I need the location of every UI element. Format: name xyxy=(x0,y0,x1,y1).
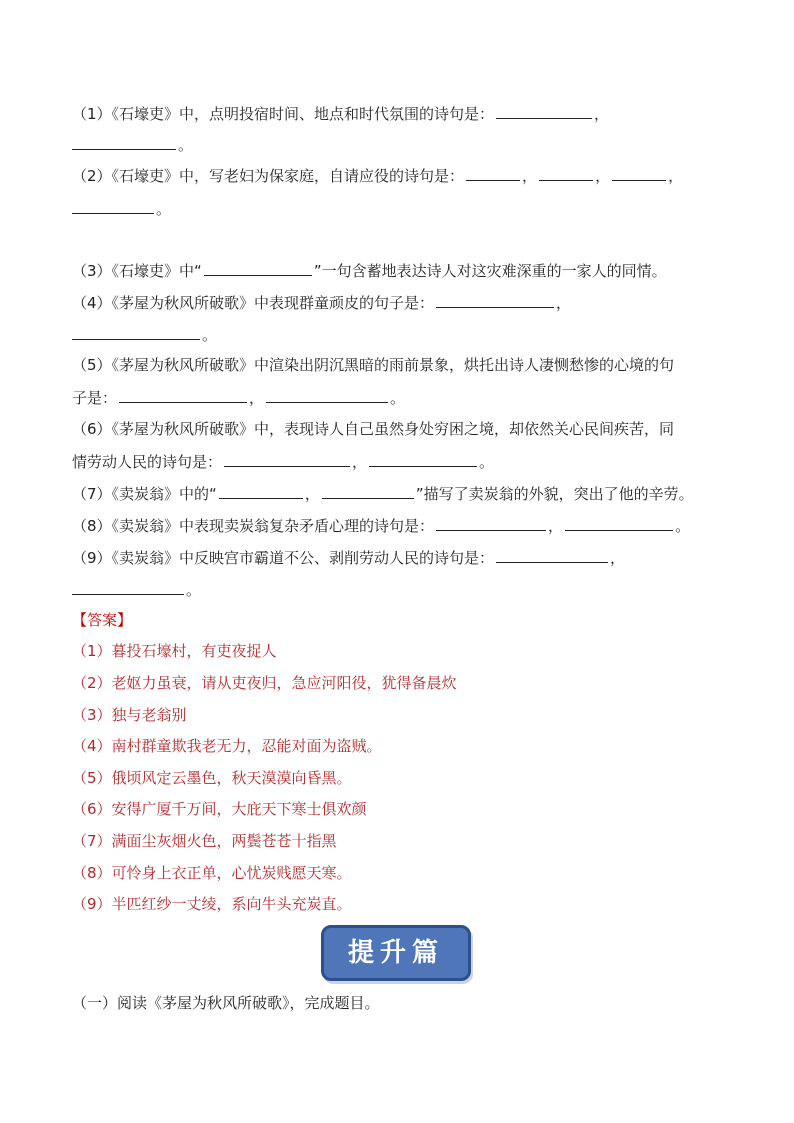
answer-item: （3）独与老翁别 xyxy=(72,706,187,724)
period: 。 xyxy=(186,581,202,599)
separator: ， xyxy=(556,294,572,312)
question-3-suffix: ”一句含蓄地表达诗人对这灾难深重的一家人的同情。 xyxy=(313,262,667,280)
answer-blank xyxy=(436,515,546,531)
answer-blank xyxy=(496,547,608,563)
answer-item: （7）满面尘灰烟火色，两鬓苍苍十指黑 xyxy=(72,832,337,850)
separator: ， xyxy=(548,517,564,535)
question-9-cont xyxy=(72,579,201,600)
question-6-text: （6）《茅屋为秋风所破歌》中，表现诗人自己虽然身处穷困之境，却依然关心民间疾苦，同 xyxy=(72,420,675,438)
answer-blank xyxy=(612,165,666,181)
answer-blank xyxy=(369,451,477,467)
question-9-text: （9）《卖炭翁》中反映宫市霸道不公、剥削劳动人民的诗句是： xyxy=(72,549,495,567)
period: 。 xyxy=(178,136,194,154)
answer-item: （5）俄顷风定云墨色，秋天漠漠向昏黑。 xyxy=(72,769,352,787)
answer-item: （4）南村群童欺我老无力，忍能对面为盗贼。 xyxy=(72,737,382,755)
question-6-text-cont: 情劳动人民的诗句是： xyxy=(72,453,223,471)
question-5 xyxy=(72,355,674,375)
separator: ， xyxy=(595,167,611,185)
question-1-cont xyxy=(72,134,193,155)
period: 。 xyxy=(675,517,691,535)
separator: ， xyxy=(352,453,368,471)
section-intro: （一）阅读《茅屋为秋风所破歌》，完成题目。 xyxy=(72,994,380,1012)
question-5-cont xyxy=(72,387,405,408)
answer-heading: 【答案】 xyxy=(72,611,133,629)
question-9 xyxy=(72,547,625,568)
answer-item: （8）可怜身上衣正单，心忧炭贱愿天寒。 xyxy=(72,864,352,882)
question-2-cont xyxy=(72,198,171,219)
separator: ， xyxy=(610,549,626,567)
question-6 xyxy=(72,419,674,439)
question-4-cont xyxy=(72,324,217,345)
answer-item: （6）安得广厦千万间，大庇天下寒士俱欢颜 xyxy=(72,800,367,818)
answer-blank xyxy=(496,103,592,119)
question-4 xyxy=(72,292,571,313)
period: 。 xyxy=(202,326,218,344)
question-1 xyxy=(72,103,609,124)
period: 。 xyxy=(390,389,406,407)
answer-blank xyxy=(204,260,312,276)
question-2-text: （2）《石壕吏》中，写老妇为保家庭，自请应役的诗句是： xyxy=(72,167,465,185)
answer-blank xyxy=(119,387,247,403)
period: 。 xyxy=(479,453,495,471)
answer-item: （2）老妪力虽衰，请从吏夜归，急应河阳役，犹得备晨炊 xyxy=(72,674,457,692)
question-8 xyxy=(72,515,690,536)
question-1-text: （1）《石壕吏》中，点明投宿时间、地点和时代氛围的诗句是： xyxy=(72,105,495,123)
section-badge: 提升篇 xyxy=(321,925,471,981)
question-7 xyxy=(72,483,694,504)
question-2 xyxy=(72,165,683,186)
answer-blank xyxy=(219,483,303,499)
answer-blank xyxy=(539,165,593,181)
question-5-text-cont: 子是： xyxy=(72,389,118,407)
separator: ， xyxy=(304,485,320,503)
separator: ， xyxy=(522,167,538,185)
question-6-cont xyxy=(72,451,494,472)
answer-blank xyxy=(72,324,200,340)
question-4-text: （4）《茅屋为秋风所破歌》中表现群童顽皮的句子是： xyxy=(72,294,435,312)
separator: ， xyxy=(668,167,684,185)
answer-blank xyxy=(436,292,554,308)
answer-blank xyxy=(72,579,184,595)
separator: ， xyxy=(249,389,265,407)
question-7-suffix: ”描写了卖炭翁的外貌，突出了他的辛劳。 xyxy=(415,485,694,503)
question-7-text: （7）《卖炭翁》中的“ xyxy=(72,485,217,503)
answer-blank xyxy=(322,483,414,499)
separator: ， xyxy=(594,105,610,123)
question-8-text: （8）《卖炭翁》中表现卖炭翁复杂矛盾心理的诗句是： xyxy=(72,517,435,535)
question-5-text: （5）《茅屋为秋风所破歌》中渲染出阴沉黑暗的雨前景象，烘托出诗人凄恻愁惨的心境的句 xyxy=(72,356,675,374)
answer-blank xyxy=(224,451,350,467)
answer-blank xyxy=(466,165,520,181)
question-3-text: （3）《石壕吏》中“ xyxy=(72,262,202,280)
answer-blank xyxy=(72,134,176,150)
period: 。 xyxy=(156,200,172,218)
answer-blank xyxy=(266,387,388,403)
answer-item: （1）暮投石壕村，有吏夜捉人 xyxy=(72,642,277,660)
answer-blank xyxy=(72,198,154,214)
answer-blank xyxy=(565,515,673,531)
answer-item: （9）半匹红纱一丈绫，系向牛头充炭直。 xyxy=(72,895,352,913)
question-3 xyxy=(72,260,667,281)
